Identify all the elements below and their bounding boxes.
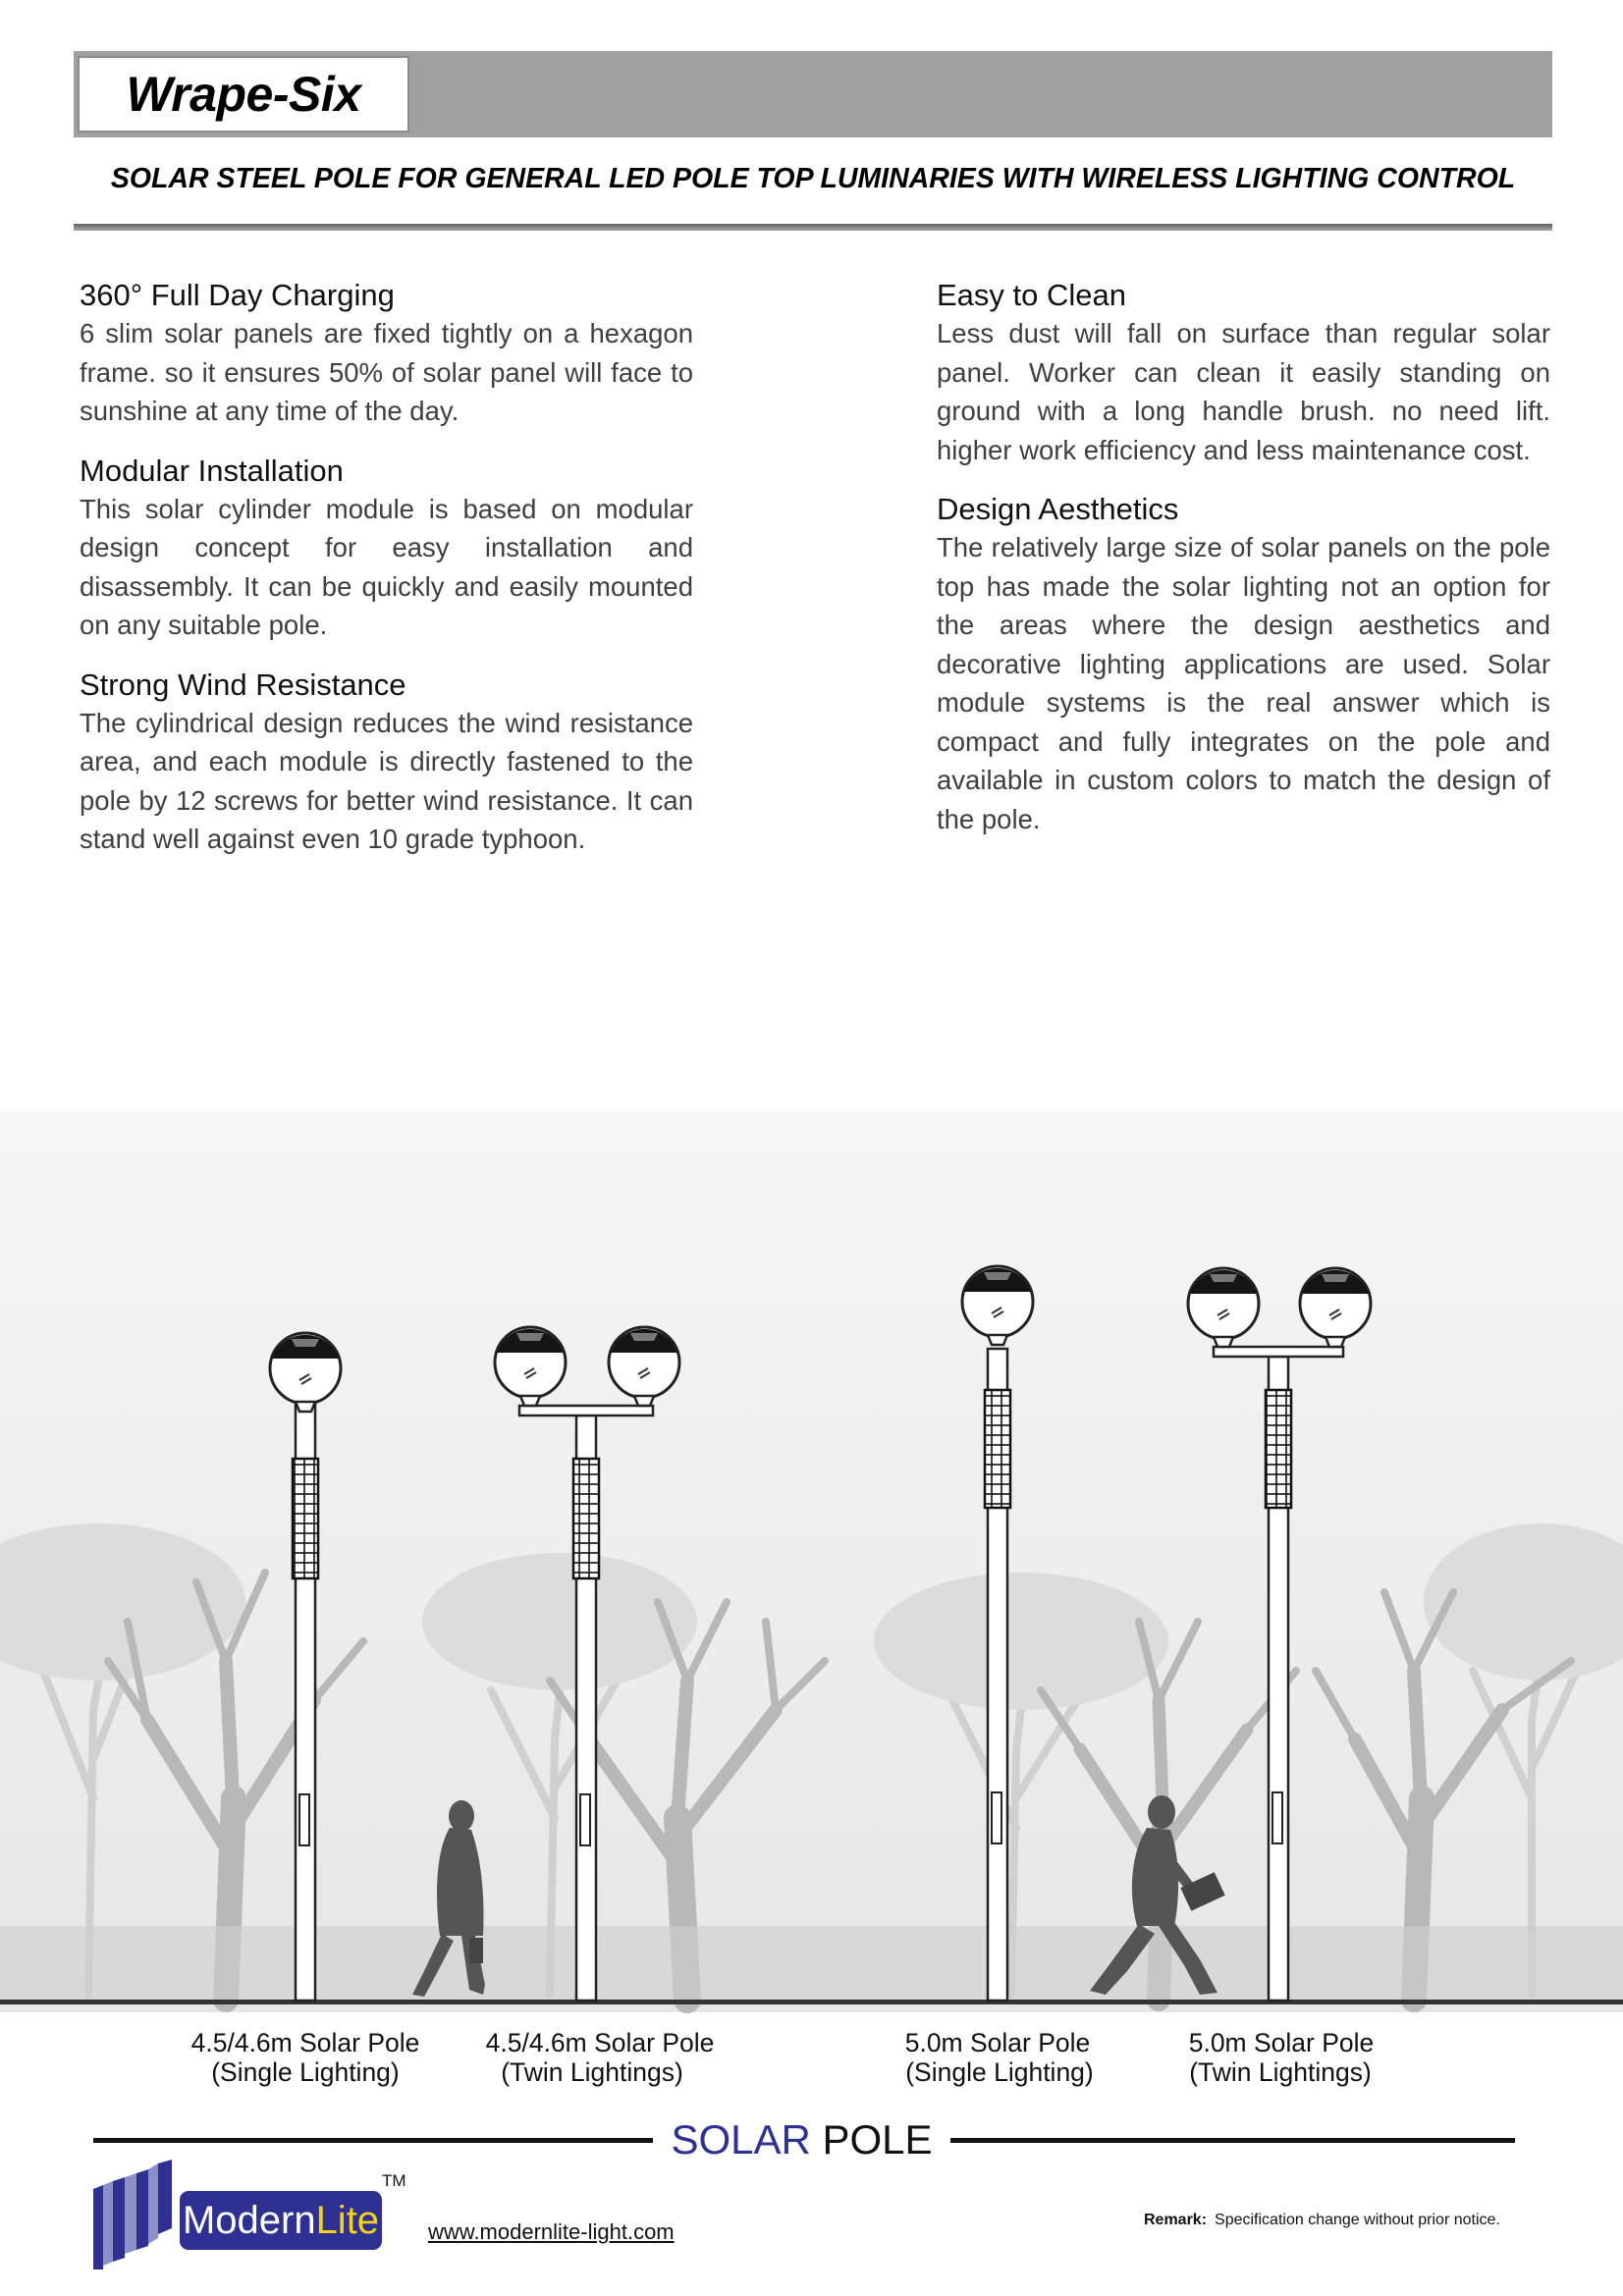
pole-caption-line1: 5.0m Solar Pole [1188, 2028, 1375, 2057]
footer-divider-left [93, 2138, 653, 2143]
feature-title: Design Aesthetics [937, 492, 1179, 526]
feature-title: Modular Installation [80, 453, 344, 488]
pole-caption-line1: 5.0m Solar Pole [904, 2028, 1091, 2057]
pole-caption-line2: (Single Lighting) [905, 2057, 1094, 2087]
feature-full-day-charging [80, 277, 693, 431]
remark-label: Remark: [1144, 2212, 1208, 2228]
features-right-column [937, 277, 1550, 860]
trademark-symbol: TM [382, 2171, 406, 2190]
feature-text: Less dust will fall on surface than regular solar panel. Worker can clean it easily standing on ground with a long handle brush. no need lift. higher work efficiency and less maintenance cost. [937, 318, 1550, 465]
feature-easy-to-clean [937, 277, 1550, 469]
feature-text: The cylindrical design reduces the wind resistance area, and each module is directly fastened to the pole by 12 screws for better wind resistance. It can stand well against even 10 grade typhoon. [80, 707, 693, 854]
pole-caption-line1: 4.5/4.6m Solar Pole [190, 2028, 420, 2057]
logo-wordmark [180, 2191, 382, 2250]
feature-design-aesthetics [937, 491, 1550, 838]
section-title-word1: SOLAR [671, 2116, 811, 2163]
remark-note [1144, 2212, 1500, 2229]
feature-title: Strong Wind Resistance [80, 667, 406, 702]
feature-modular-installation [80, 453, 693, 645]
feature-text: The relatively large size of solar panels on the pole top has made the solar lighting not an option for the areas where the design aesthetics and decorative lighting applications are used. Solar module systems is the real answer which is compact and fully integrates on the pole and available in custom colors to match the design of the pole. [937, 532, 1550, 834]
pole-caption-line2: (Single Lighting) [211, 2057, 400, 2087]
section-title [653, 2115, 950, 2164]
logo-word-modern: Modern [182, 2199, 316, 2242]
header-divider [74, 224, 1552, 231]
solar-pole-illustration [0, 1111, 1623, 2087]
feature-wind-resistance [80, 667, 693, 859]
remark-text: Specification change without prior notice. [1215, 2212, 1500, 2228]
modernlite-logo-icon [93, 2160, 182, 2269]
section-title-word2: POLE [822, 2116, 933, 2163]
logo-word-lite: Lite [315, 2199, 380, 2242]
feature-title: 360° Full Day Charging [80, 278, 395, 312]
pole-caption-line2: (Twin Lightings) [501, 2057, 683, 2087]
features-left-column [80, 277, 693, 881]
feature-text: 6 slim solar panels are fixed tightly on a hexagon frame. so it ensures 50% of solar panel will face to sunshine at any time of the day. [80, 318, 693, 426]
footer-divider-right [950, 2138, 1515, 2143]
website-link[interactable]: www.modernlite-light.com [428, 2219, 675, 2244]
pole-caption-line1: 4.5/4.6m Solar Pole [485, 2028, 715, 2057]
feature-title: Easy to Clean [937, 278, 1126, 312]
pole-caption-line2: (Twin Lightings) [1189, 2057, 1372, 2087]
page-title: Wrape-Six [126, 67, 361, 122]
feature-text: This solar cylinder module is based on modular design concept for easy installation and disassembly. It can be quickly and easily mounted on any suitable pole. [80, 493, 693, 640]
page-subtitle: SOLAR STEEL POLE FOR GENERAL LED POLE TOP LUMINARIES WITH WIRELESS LIGHTING CONTROL [110, 163, 1516, 194]
